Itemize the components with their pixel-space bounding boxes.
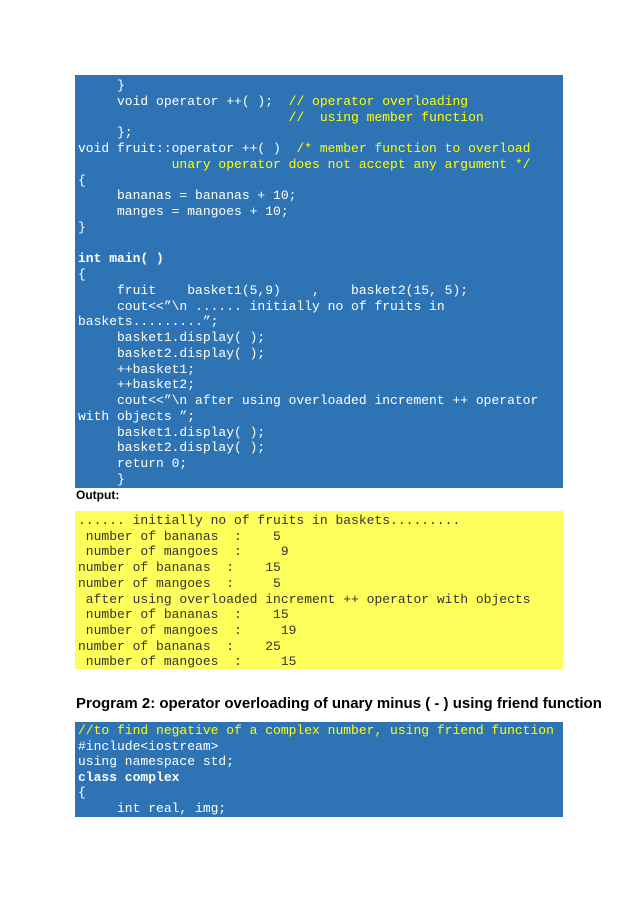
code-line (78, 94, 468, 110)
code-text: void fruit::operator ++( ) (78, 141, 297, 156)
code-comment: unary operator does not accept any argument */ (78, 156, 531, 172)
code-line (78, 440, 265, 456)
code-text: int real, img; (78, 801, 227, 816)
code-line (78, 754, 234, 770)
code-text: ++basket1; (78, 361, 196, 377)
code-line (78, 125, 133, 141)
code-text: basket1.display( ); (78, 330, 266, 345)
code-text: int main( ) (78, 251, 164, 267)
code-line (78, 299, 445, 315)
program-heading: Program 2: operator overloading of unary minus ( - ) using friend function (76, 695, 602, 712)
code-text: cout<<”\n after using overloaded increment ++ operator (78, 393, 539, 408)
code-line (78, 314, 218, 330)
code-line (78, 330, 265, 346)
code-line (78, 785, 86, 801)
output-line: number of mangoes : 19 (78, 622, 297, 638)
code-text: manges = mangoes + 10; (78, 204, 289, 219)
code-text: } (78, 471, 125, 487)
code-text: { (78, 172, 86, 188)
output-line: after using overloaded increment ++ operator with objects (78, 591, 531, 607)
code-text: #include<iostream> (78, 738, 219, 754)
code-line (78, 157, 530, 173)
code-line (78, 110, 484, 126)
code-comment: //to find negative of a complex number, using friend function (78, 723, 554, 738)
code-text: with objects ”; (78, 408, 196, 424)
code-text: return 0; (78, 456, 188, 471)
code-comment: // operator overloading (288, 93, 469, 109)
code-text: basket2.display( ); (78, 345, 266, 361)
code-comment: // using member function (288, 109, 484, 125)
output-line: number of bananas : 15 (78, 607, 289, 623)
code-line (78, 456, 187, 472)
output-line: number of mangoes : 15 (78, 654, 297, 670)
output-line: number of mangoes : 9 (78, 544, 289, 560)
output-label: Output: (76, 488, 120, 502)
code-line (78, 362, 195, 378)
code-line (78, 220, 86, 236)
output-line: number of bananas : 25 (78, 638, 281, 654)
code-line (78, 78, 125, 94)
code-text: { (78, 785, 86, 801)
code-line (78, 346, 265, 362)
code-text: using namespace std; (78, 754, 235, 770)
code-line (78, 283, 468, 299)
output-line: number of bananas : 5 (78, 528, 281, 544)
code-text: baskets.........”; (78, 314, 219, 330)
code-text: fruit basket1(5,9) , basket2(15, 5); (78, 282, 469, 298)
output-line: ...... initially no of fruits in baskets......... (78, 513, 461, 528)
code-line (78, 377, 195, 393)
code-line (78, 393, 538, 409)
output-line: number of bananas : 15 (78, 560, 281, 576)
output-line: number of mangoes : 5 (78, 575, 281, 591)
code-line (78, 801, 226, 817)
code-text: basket1.display( ); (78, 424, 266, 440)
code-text: { (78, 267, 86, 282)
code-line (78, 770, 179, 786)
code-text (78, 110, 289, 125)
code-comment: /* member function to overload (296, 141, 531, 156)
code-line (78, 267, 86, 283)
code-block-1 (75, 75, 563, 488)
code-line (78, 425, 265, 441)
code-line (78, 188, 296, 204)
code-line (78, 739, 218, 755)
code-text: } (78, 219, 86, 235)
output-block (75, 511, 563, 669)
code-line (78, 409, 195, 425)
code-line (78, 251, 164, 267)
code-text: } (78, 78, 125, 93)
code-text: }; (78, 125, 133, 141)
code-text: bananas = bananas + 10; (78, 188, 297, 204)
code-line (78, 173, 86, 189)
code-text: ++basket2; (78, 377, 196, 393)
code-line (78, 472, 125, 488)
code-line (78, 723, 554, 739)
code-text: void operator ++( ); (78, 93, 289, 109)
code-text: basket2.display( ); (78, 440, 266, 456)
code-text: cout<<”\n ...... initially no of fruits in (78, 298, 445, 314)
code-text: class complex (78, 769, 180, 785)
code-block-2 (75, 722, 563, 817)
code-line (78, 141, 530, 157)
code-line (78, 204, 289, 220)
